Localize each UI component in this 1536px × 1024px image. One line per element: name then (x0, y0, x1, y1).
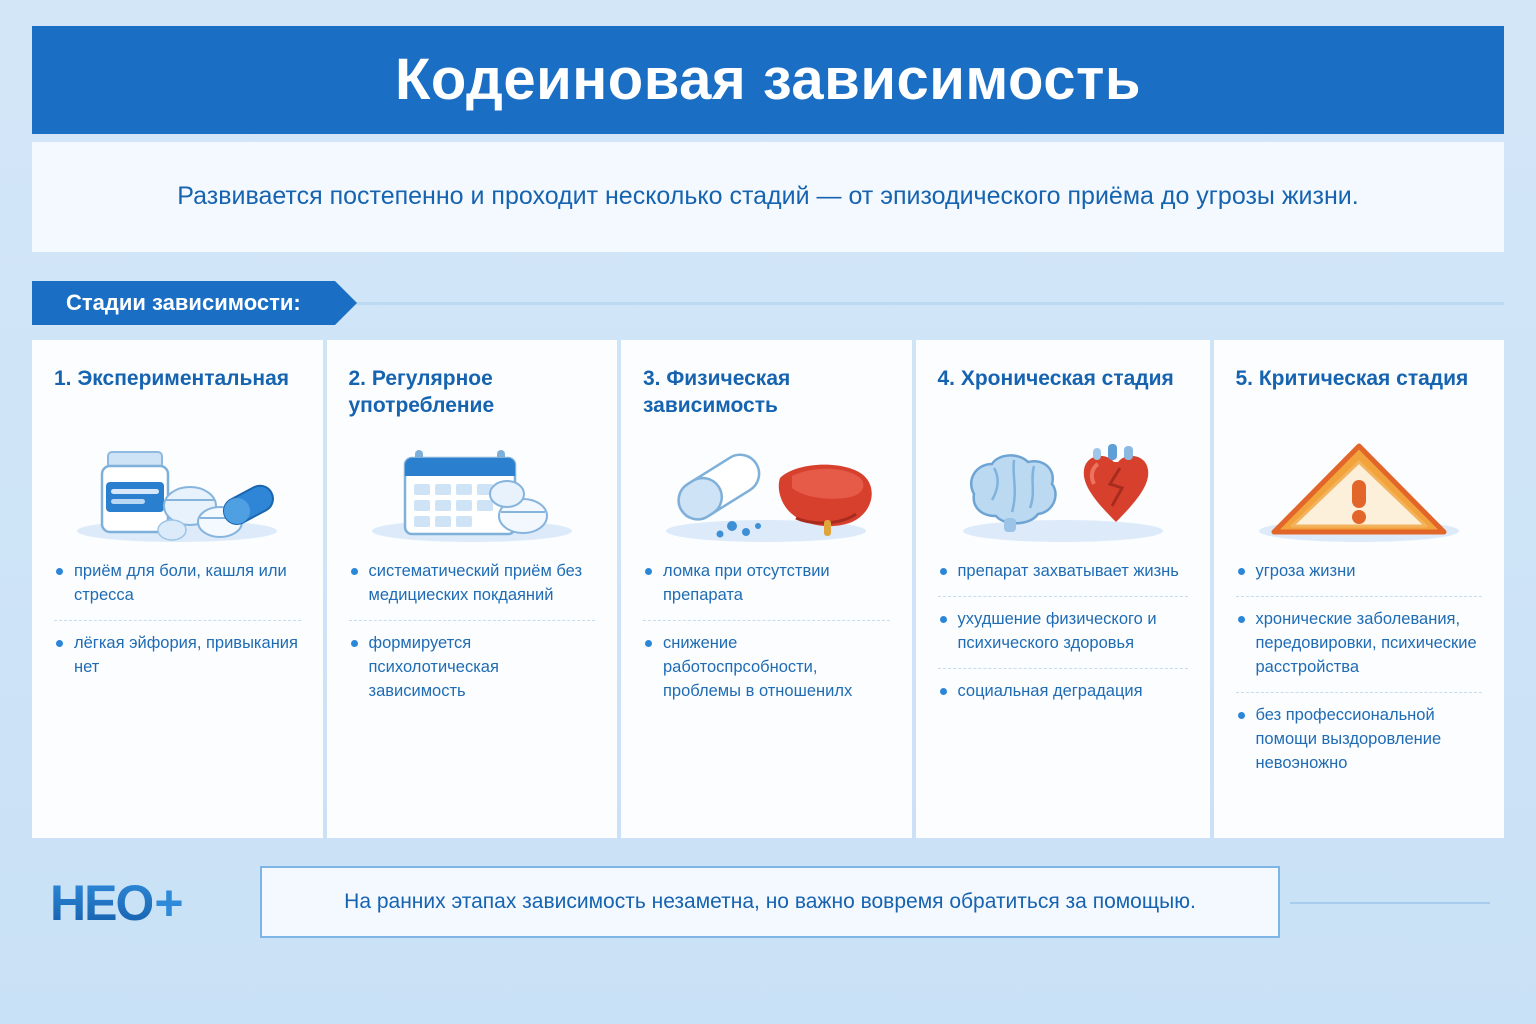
list-item: лёгкая эйфория, привыкания нет (54, 632, 301, 692)
stage-card-5 (1214, 340, 1505, 838)
stage-card-3 (621, 340, 912, 838)
subtitle-text: Развивается постепенно и проходит несколько стадий — от эпизодического приёма до угрозы жизни. (177, 182, 1359, 211)
brain-and-heart-icon (938, 434, 1188, 546)
footer-note (260, 866, 1280, 938)
footer-divider-line (1290, 902, 1490, 904)
stage-card-1-illustration (54, 428, 301, 546)
logo-text: HEO (50, 875, 153, 931)
stage-card-4-title: 4. Хроническая стадия (937, 367, 1174, 390)
subtitle-panel (32, 142, 1504, 252)
list-item: ломка при отсутствии препарата (643, 560, 890, 621)
stage-card-3-bullets (643, 560, 890, 820)
list-item: хронические заболевания, передовировки, психические расстройства (1236, 608, 1483, 693)
stage-card-4-illustration (938, 428, 1188, 546)
logo-plus-icon: + (154, 875, 184, 931)
stage-card-2-title: 2. Регулярное употребление (348, 367, 495, 417)
list-item: приём для боли, кашля или стресса (54, 560, 301, 621)
list-item: угроза жизни (1236, 560, 1483, 597)
page-title: Кодеиновая зависимость (394, 47, 1142, 112)
stage-card-1 (32, 340, 323, 838)
section-ribbon (32, 281, 1504, 325)
stage-card-2-illustration (349, 428, 596, 546)
stage-card-1-bullets (54, 560, 301, 820)
list-item: снижение работоспрсобности, проблемы в отношенилх (643, 632, 890, 716)
pill-bottle-and-tablets-icon (62, 434, 292, 546)
footer (32, 856, 1504, 948)
stage-card-5-title: 5. Критическая стадия (1235, 367, 1469, 390)
stage-card-1-title: 1. Экспериментальная (54, 367, 290, 390)
list-item: препарат захватывает жизнь (938, 560, 1188, 597)
stage-card-4 (916, 340, 1210, 838)
stage-card-2-bullets (349, 560, 596, 820)
list-item: ухудшение физического и психического здоровья (938, 608, 1188, 669)
capsule-and-liver-icon (646, 434, 886, 546)
stages-card-row (32, 340, 1504, 838)
list-item: формируется психолотическая зависимость (349, 632, 596, 716)
list-item: систематический приём без медициеских покдаяний (349, 560, 596, 621)
stage-card-5-bullets (1236, 560, 1483, 820)
list-item: социальная деградация (938, 680, 1188, 716)
ribbon-label: Стадии зависимости: (32, 281, 335, 325)
footer-note-text: На ранних этапах зависимость незаметна, но важно вовремя обратиться за помощыю. (344, 890, 1196, 914)
stage-card-3-title: 3. Физическая зависимость (643, 367, 791, 417)
brand-logo (50, 872, 260, 934)
stage-card-5-illustration (1236, 428, 1483, 546)
header-bar (32, 26, 1504, 134)
stage-card-2 (327, 340, 618, 838)
list-item: без профессиональной помощи выздоровление невоэножно (1236, 704, 1483, 788)
warning-triangle-icon (1244, 434, 1474, 546)
stage-card-3-illustration (643, 428, 890, 546)
stage-card-4-bullets (938, 560, 1188, 820)
calendar-and-pills-icon (357, 434, 587, 546)
